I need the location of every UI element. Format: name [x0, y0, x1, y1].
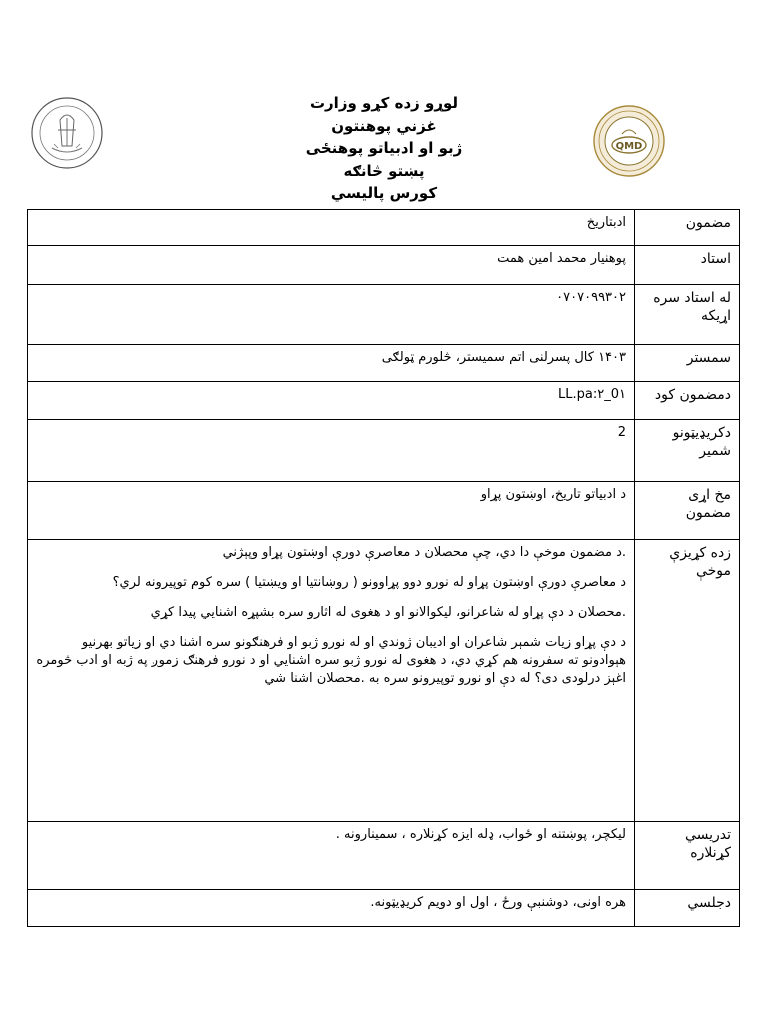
row-value	[28, 345, 635, 382]
row-value	[28, 285, 635, 345]
row-value	[28, 822, 635, 890]
row-value-text: د معاصرې دورې اوښتون پړاو له نورو دوو پړاوونو ( روښانتیا او ویښتیا ) سره کوم توپیرونه لري؟	[112, 575, 626, 590]
header-line: ژبو او ادبیاتو پوهنځی	[305, 139, 463, 157]
table-row	[28, 285, 740, 345]
row-value-text: ۱۴۰۳ کال پسرلنی اتم سمیستر، څلورم ټولګی	[381, 350, 626, 365]
course-policy-table	[27, 209, 740, 927]
row-value-text: لیکچر، پوښتنه او ځواب، ډله ایزه کړنلاره ، سمینارونه .	[335, 827, 626, 842]
row-value-text: هره اونی، دوشنبې ورځ ، اول او دویم کریډیټونه.	[370, 895, 626, 910]
row-value	[28, 890, 635, 927]
row-value-text: .د مضمون موخې دا دي، چې محصلان د معاصرې دورې اوښتون پړاو وپېژني	[222, 545, 626, 560]
table-row	[28, 246, 740, 285]
row-label: تدریسي کړنلاره	[635, 822, 740, 890]
table-row	[28, 420, 740, 482]
row-value	[28, 482, 635, 540]
table-row	[28, 210, 740, 246]
row-label: سمستر	[635, 345, 740, 382]
row-value-text: 2	[617, 425, 626, 440]
header-line: کورس پالیسي	[330, 184, 438, 202]
row-value	[28, 420, 635, 482]
row-value	[28, 382, 635, 420]
row-value-text: ادبتاریخ	[586, 215, 626, 230]
row-value	[28, 210, 635, 246]
row-value-text: ۰۷۰۷۰۹۹۳۰۲	[556, 290, 626, 305]
header-line: لوړو زده کړو وزارت	[309, 94, 459, 112]
table-row	[28, 890, 740, 927]
row-value-text: .محصلان د دې پړاو له شاعرانو، لیکوالانو او د هغوی له اثارو سره بشپړه اشنایي پیدا کړي	[150, 605, 626, 620]
row-value-text: د ادبیاتو تاریخ، اوښتون پړاو	[480, 487, 626, 502]
table-row	[28, 822, 740, 890]
row-label: مضمون	[635, 210, 740, 246]
row-value	[28, 246, 635, 285]
row-label: دکریډیټونو شمیر	[635, 420, 740, 482]
header-line: غزني پوهنتون	[331, 116, 437, 135]
ministry-seal-logo	[30, 96, 104, 170]
row-label: استاد	[635, 246, 740, 285]
row-label: له استاد سره اړیکه	[635, 285, 740, 345]
table-row	[28, 482, 740, 540]
row-value-text: LL.pa:۲_0۱	[558, 387, 626, 402]
row-label: مخ اړی مضمون	[635, 482, 740, 540]
row-value-text: پوهنیار محمد امین همت	[497, 251, 626, 266]
document-header	[190, 92, 578, 205]
table-row	[28, 345, 740, 382]
qmd-logo	[592, 104, 666, 178]
row-label: دجلسي	[635, 890, 740, 927]
row-label: زده کړیزې موخې	[635, 540, 740, 822]
qmd-logo-text: QMD	[615, 141, 643, 152]
table-row	[28, 382, 740, 420]
row-value-text: د دې پړاو زیات شمېر شاعران او ادیبان ژوندي او له نورو ژبو او فرهنګونو سره اشنا دي او زیاتو بهرنیو هېوادونو ته سفرونه هم کړي دي، د هغوی له نورو ژبو سره اشنايي او د نورو فرهنګ زموږ په ژبه او ادب څومره اغېز درلودی دی؟ له دې او نورو توپیرونو سره به .محصلان اشنا شي	[36, 635, 626, 686]
header-line: پښتو څانګه	[343, 161, 425, 180]
table-row	[28, 540, 740, 822]
row-value	[28, 540, 635, 822]
row-label: دمضمون کود	[635, 382, 740, 420]
